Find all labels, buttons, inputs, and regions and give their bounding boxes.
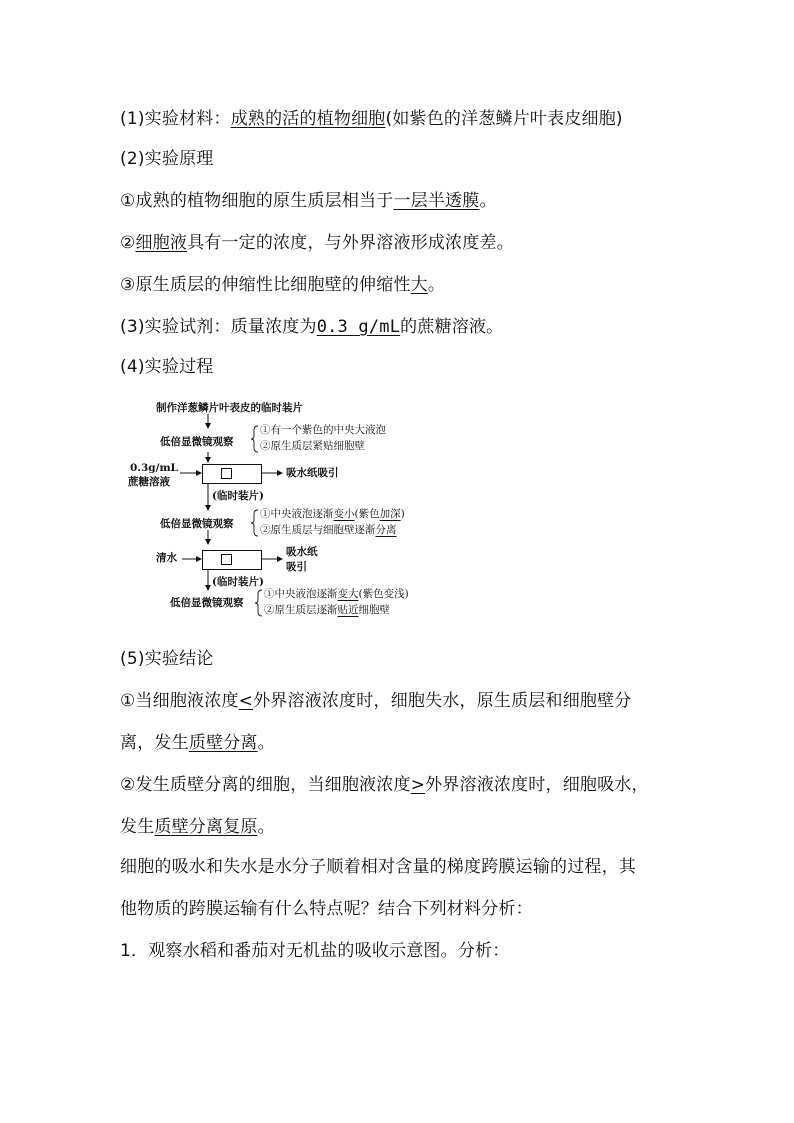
slide-box-1: [202, 464, 262, 484]
answer-underlined: <: [238, 691, 254, 711]
observe-3-b: ②原生质层逐渐贴近细胞壁: [264, 604, 390, 616]
answer-underlined: 质壁分离复原: [154, 817, 258, 837]
text: ③原生质层的伸缩性比细胞壁的伸缩性: [120, 275, 411, 295]
line-5: [120, 274, 445, 296]
absorb-paper-2b: 吸引: [286, 561, 307, 573]
line-12: [120, 816, 275, 838]
text: 外界溶液浓度时，细胞失水，原生质层和细胞壁分: [253, 691, 632, 711]
line-1: [120, 108, 623, 130]
text: 发生: [120, 817, 155, 837]
slide-label-2: (临时装片): [212, 576, 264, 588]
text: ①当细胞液浓度: [120, 691, 239, 711]
answer-underlined: 大: [410, 275, 428, 295]
line-15: 1．观察水稻和番茄对无机盐的吸收示意图。分析：: [120, 941, 510, 961]
answer-underlined: 质壁分离: [188, 733, 258, 753]
observe-1-a: ①有一个紫色的中央大液泡: [260, 424, 386, 436]
text: ②: [120, 233, 136, 253]
observe-3-a: ①中央液泡逐渐变大(紫色变浅): [264, 588, 409, 600]
slide-label-1: (临时装片): [212, 490, 264, 502]
line-13: 细胞的吸水和失水是水分子顺着相对含量的梯度跨膜运输的过程，其: [120, 857, 636, 877]
line-8: (5)实验结论: [120, 649, 214, 669]
cell-square-1: [221, 468, 232, 479]
text: 的蔗糖溶液。: [400, 317, 504, 337]
text: (1)实验材料：: [120, 109, 231, 129]
text: ②发生质壁分离的细胞，当细胞液浓度: [120, 775, 411, 795]
text: 具有一定的浓度，与外界溶液形成浓度差。: [187, 233, 514, 253]
line-7: (4)实验过程: [120, 357, 214, 377]
observe-2-a: ①中央液泡逐渐变小(紫色加深): [260, 508, 405, 520]
reagent-conc: 0.3g/mL: [130, 462, 178, 474]
absorb-paper-2a: 吸水纸: [286, 546, 318, 558]
line-3: [120, 190, 497, 212]
line-9: [120, 690, 632, 712]
line-4: [120, 232, 514, 254]
line-6: [120, 316, 503, 338]
cell-square-2: [221, 554, 232, 565]
observe-1-b: ②原生质层紧贴细胞壁: [260, 440, 365, 452]
line-11: [120, 774, 649, 796]
observe-2-b: ②原生质层与细胞壁逐渐分离: [260, 524, 397, 536]
text: 。: [479, 191, 497, 211]
line-10: [120, 732, 275, 754]
text: 。: [257, 733, 275, 753]
observe-1-label: 低倍显微镜观察: [160, 436, 234, 448]
reagent-name: 蔗糖溶液: [128, 476, 170, 488]
text: (3)实验试剂：质量浓度为: [120, 317, 317, 337]
answer-underlined: 成熟的活的植物细胞: [230, 109, 386, 129]
text: 。: [427, 275, 446, 295]
observe-3-label: 低倍显微镜观察: [170, 597, 244, 609]
answer-underlined: >: [410, 775, 426, 795]
line-14: 他物质的跨膜运输有什么特点呢？结合下列材料分析：: [120, 899, 533, 919]
observe-2-label: 低倍显微镜观察: [160, 518, 234, 530]
answer-underlined: 细胞液: [135, 233, 188, 253]
water-label: 清水: [156, 552, 177, 564]
experiment-flowchart: [110, 392, 440, 624]
step-make-slide: 制作洋葱鳞片叶表皮的临时装片: [156, 402, 303, 414]
text: 。: [257, 817, 275, 837]
text: ①成熟的植物细胞的原生质层相当于: [120, 191, 394, 211]
text: 外界溶液浓度时，细胞吸水，: [425, 775, 649, 795]
slide-box-2: [202, 550, 262, 570]
text: (如紫色的洋葱鳞片叶表皮细胞): [385, 109, 623, 129]
absorb-paper-1: 吸水纸吸引: [286, 467, 339, 479]
text: 离，发生: [120, 733, 189, 753]
answer-underlined: 一层半透膜: [393, 191, 480, 211]
answer-underlined: 0.3 g/mL: [316, 317, 401, 337]
line-2: (2)实验原理: [120, 149, 214, 169]
